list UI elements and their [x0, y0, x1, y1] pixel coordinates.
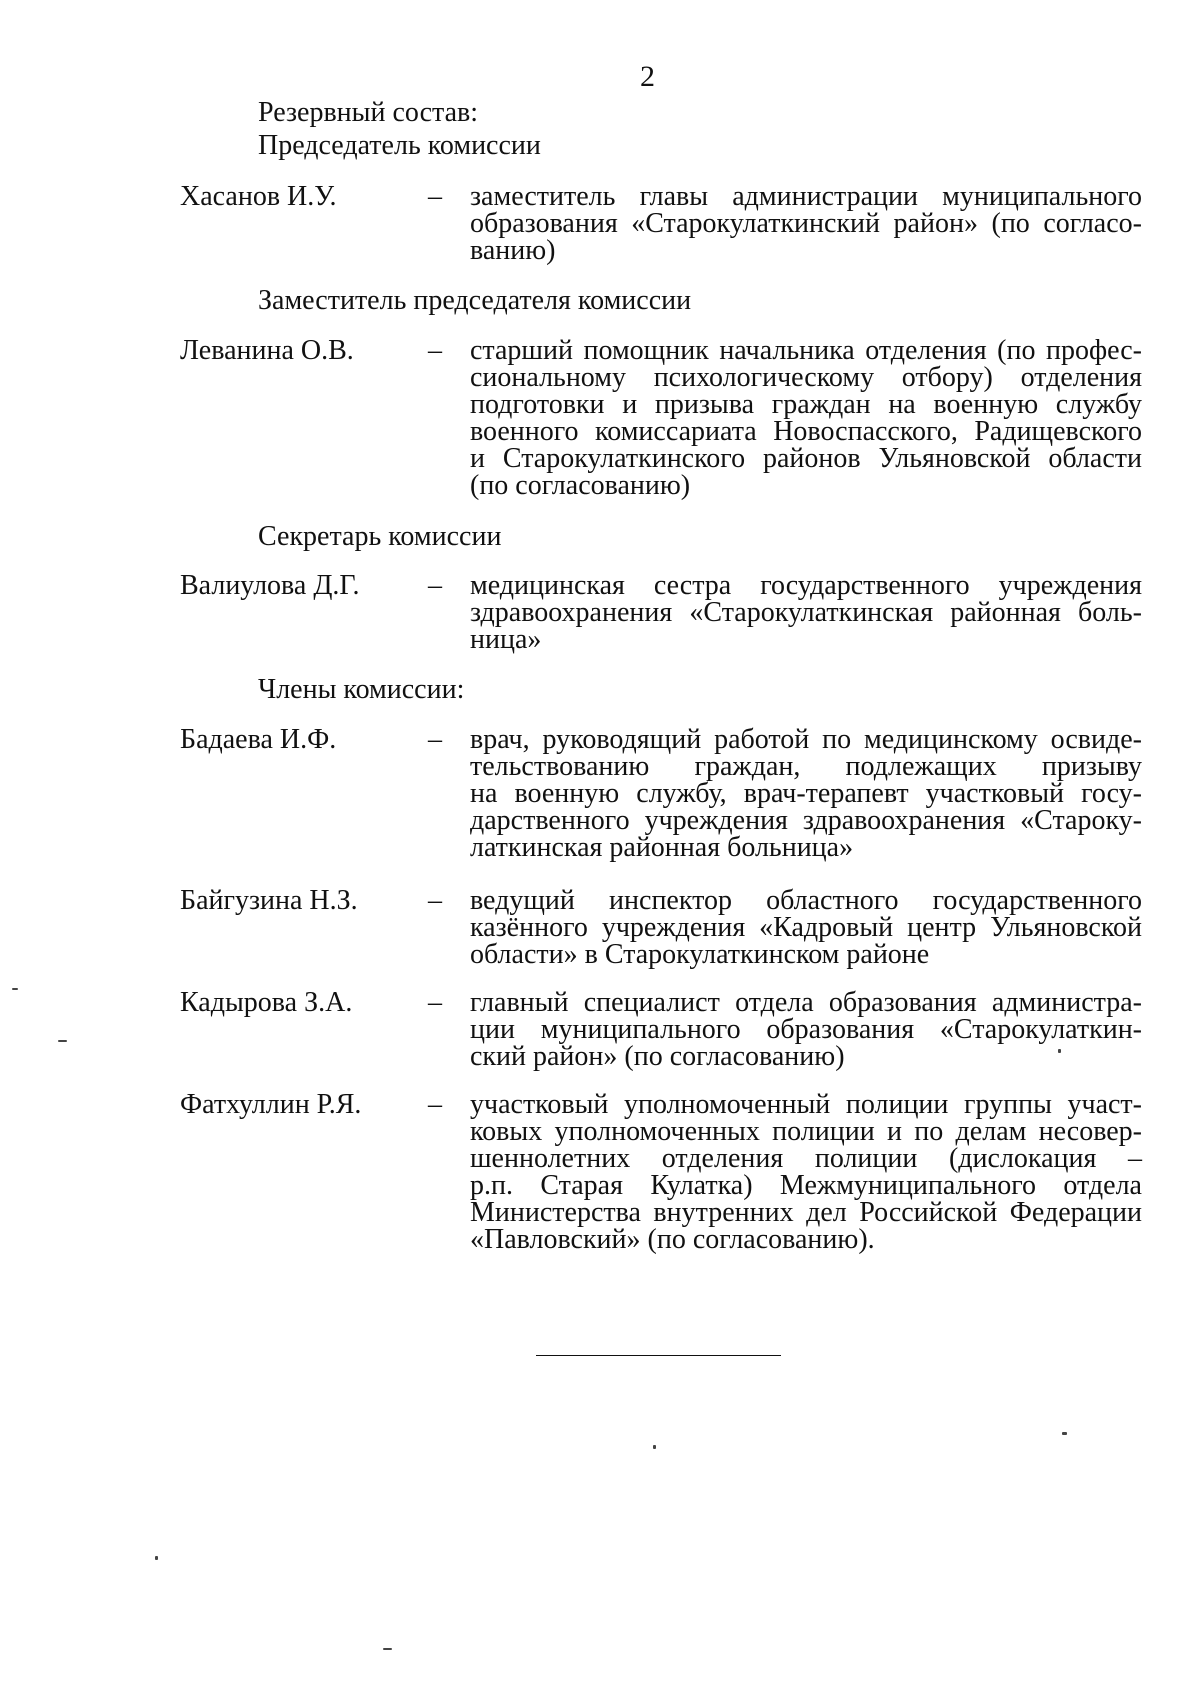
role-line: тельствованию граждан, подлежащих призыву	[470, 751, 1142, 782]
member-name: Бадаева И.Ф.	[180, 724, 337, 755]
member-name: Байгузина Н.З.	[180, 885, 358, 916]
role-line: врач, руководящий работой по медицинскому освиде-	[470, 724, 1142, 755]
scan-speck	[653, 1445, 656, 1449]
scan-speck	[1058, 1049, 1061, 1053]
dash: –	[428, 1089, 442, 1120]
dash: –	[428, 570, 442, 601]
role-line: военного комиссариата Новоспасского, Радищевского	[470, 416, 1142, 447]
entry-chairman	[180, 181, 1150, 266]
role-line: (по согласованию)	[470, 470, 691, 501]
heading-deputy: Заместитель председателя комиссии	[258, 285, 692, 316]
role-line: казённого учреждения «Кадровый центр Ульяновской	[470, 912, 1142, 943]
entry-member	[180, 1089, 1150, 1255]
member-name: Хасанов И.У.	[180, 181, 337, 212]
member-role	[470, 989, 1142, 1070]
role-line: ции муниципального образования «Старокулаткин-	[470, 1014, 1142, 1045]
role-line: сиональному психологическому отбору) отделения	[470, 362, 1142, 393]
member-name: Леванина О.В.	[180, 335, 354, 366]
heading-reserve: Резервный состав:	[258, 97, 479, 128]
dash: –	[428, 885, 442, 916]
scan-speck	[58, 1040, 67, 1042]
role-line: старший помощник начальника отделения (по профес-	[470, 335, 1142, 366]
dash: –	[428, 724, 442, 755]
scan-speck	[1062, 1432, 1067, 1435]
role-line: области» в Старокулаткинском районе	[470, 939, 930, 970]
role-line: ница»	[470, 624, 542, 655]
role-line: на военную службу, врач-терапевт участковый госу-	[470, 778, 1142, 809]
role-line: ведущий инспектор областного государственного	[470, 885, 1142, 916]
entry-member	[180, 724, 1150, 863]
entry-member	[180, 885, 1150, 970]
role-line: ванию)	[470, 235, 556, 266]
role-line: и Старокулаткинского районов Ульяновской области	[470, 443, 1142, 474]
role-line: шеннолетних отделения полиции (дислокация –	[470, 1143, 1142, 1174]
role-line: подготовки и призыва граждан на военную службу	[470, 389, 1142, 420]
role-line: образования «Старокулаткинский район» (по согласо-	[470, 208, 1142, 239]
heading-members: Члены комиссии:	[258, 674, 465, 705]
role-line: главный специалист отдела образования администра-	[470, 987, 1142, 1018]
role-line: медицинская сестра государственного учреждения	[470, 570, 1142, 601]
entry-secretary	[180, 570, 1150, 655]
member-role	[470, 726, 1142, 861]
role-line: участковый уполномоченный полиции группы участ-	[470, 1089, 1142, 1120]
heading-secretary: Секретарь комиссии	[258, 521, 502, 552]
dash: –	[428, 335, 442, 366]
scan-speck	[383, 1648, 392, 1650]
scan-speck	[155, 1556, 158, 1560]
role-line: ковых уполномоченных полиции и по делам несовер-	[470, 1116, 1142, 1147]
member-name: Кадырова З.А.	[180, 987, 353, 1018]
role-line: здравоохранения «Старокулаткинская районная боль-	[470, 597, 1142, 628]
member-role	[470, 337, 1142, 499]
role-line: ский район» (по согласованию)	[470, 1041, 845, 1072]
role-line: Министерства внутренних дел Российской Федерации	[470, 1197, 1142, 1228]
role-line: дарственного учреждения здравоохранения «Староку-	[470, 805, 1142, 836]
dash: –	[428, 181, 442, 212]
role-line: р.п. Старая Кулатка) Межмуниципального отдела	[470, 1170, 1142, 1201]
scan-speck	[12, 988, 18, 990]
member-name: Фатхуллин Р.Я.	[180, 1089, 362, 1120]
role-line: латкинская районная больница»	[470, 832, 854, 863]
member-name: Валиулова Д.Г.	[180, 570, 360, 601]
heading-chairman: Председатель комиссии	[258, 130, 541, 161]
member-role	[470, 887, 1142, 968]
entry-member	[180, 987, 1150, 1072]
closing-rule	[536, 1355, 781, 1356]
member-role	[470, 1091, 1142, 1253]
member-role	[470, 183, 1142, 264]
member-role	[470, 572, 1142, 653]
role-line: «Павловский» (по согласованию).	[470, 1224, 875, 1255]
role-line: заместитель главы администрации муниципального	[470, 181, 1142, 212]
dash: –	[428, 987, 442, 1018]
page-number: 2	[640, 60, 655, 93]
entry-deputy	[180, 335, 1150, 501]
